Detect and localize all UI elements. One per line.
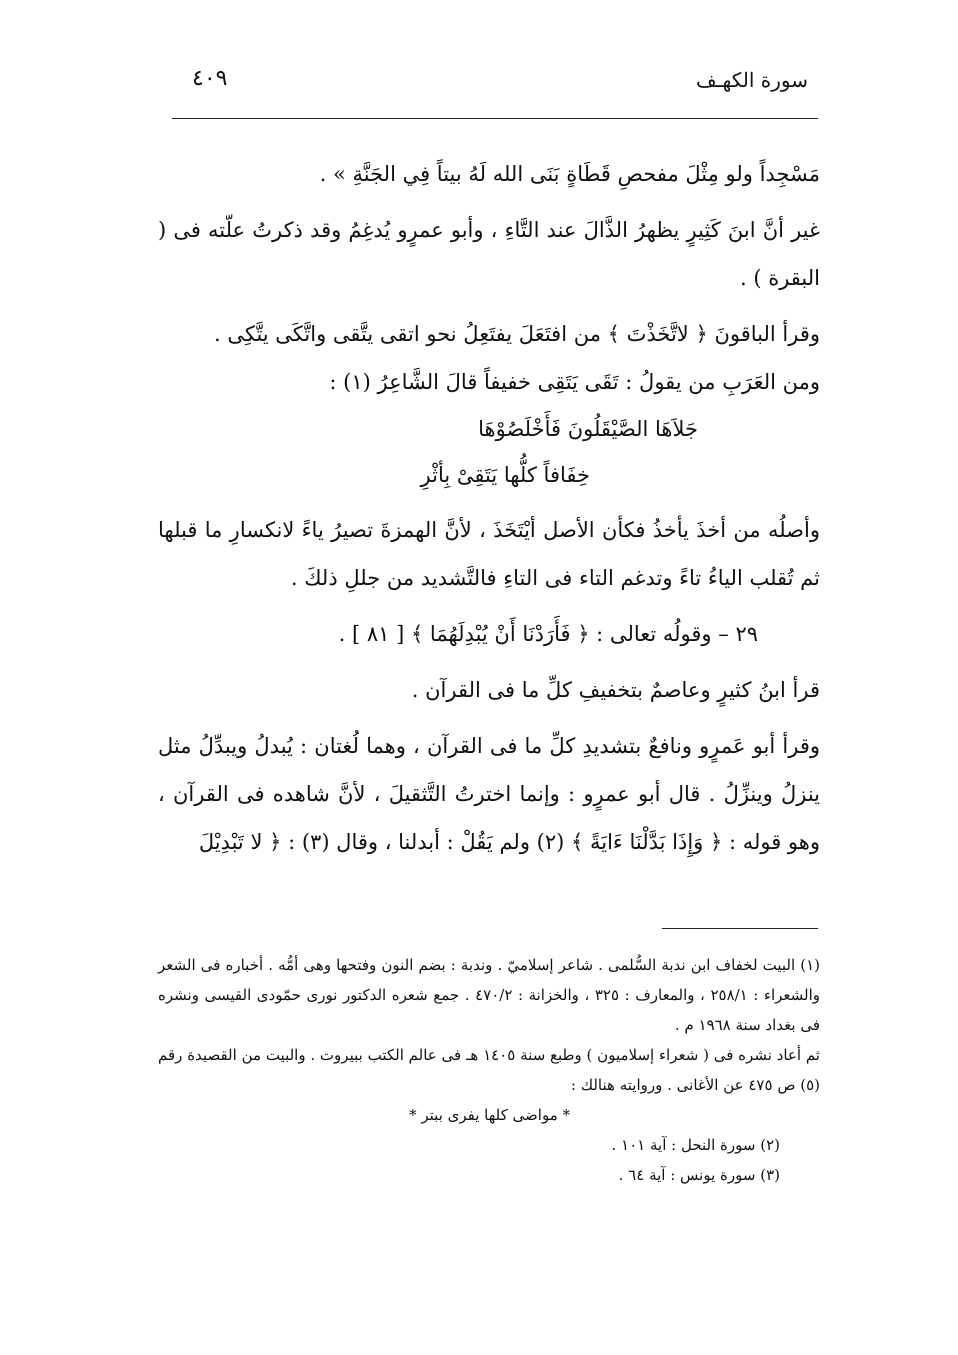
paragraph: مَسْجِداً ولو مِثْلَ مفحصِ قَطَاةٍ بَنَى الله لَهُ بيتاً فِي الجَنَّةِ » . [319,162,820,186]
footnote: (٣) سورة يونس : آية ٦٤ . [618,1166,780,1184]
paragraph: وقرأ أبو عَمرٍو ونافعٌ بتشديدِ كلِّ ما فى القرآن ، وهما لُغتان : يُبدلُ ويبدِّلُ مثل ينزلُ وينزِّلُ . قال أبو عمرٍو : وإنما اخترتُ التَّثقيلَ ، لأنَّ شاهده فى القرآن ، وهو قوله : ﴿ وَإِذَا بَدَّلْنَا ءَايَةً ﴾ (٢) ولم يَقُلْ : أبدلنا ، وقال (٣) : ﴿ لا تَبْدِيْلَ [158,734,820,854]
page-header [172,62,818,102]
footnote: (١) البيت لخفاف ابن ندبة السُّلمى . شاعر إسلاميّ . وندبة : بضم النون وفتحها وهى أمُّه . أخباره فى الشعر والشعراء : ٢٥٨/١ ، والمعارف : ٣٢٥ ، والخزانة : ٤٧٠/٢ . جمع شعره الدكتور نورى حمّودى القيسى ونشره فى بغداد سنة ١٩٦٨ م . [158,956,821,1034]
footnote: (٢) سورة النحل : آية ١٠١ . [611,1136,780,1154]
header-rule [172,118,818,119]
footnote-quote: * مواضى كلها يفرى ببتر * [409,1106,570,1124]
paragraph: قرأ ابنُ كثيرٍ وعاصمٌ بتخفيفِ كلِّ ما فى القرآن . [411,678,820,702]
paragraph: غير أنَّ ابنَ كَثِيرٍ يظهرُ الذَّالَ عند التَّاءِ ، وأبو عمرٍو يُدغِمُ وقد ذكرتُ علّته فى ( البقرة ) . [158,218,820,290]
poetry-verse: خِفَافاً كلُّها يَتَقِىْ بِأثْرِ [420,463,590,487]
paragraph: وأصلُه من أخذَ يأخذُ فكأن الأصل أيْتَخَذَ ، لأنَّ الهمزةَ تصيرُ ياءً لانكسارِ ما قبلها ثم تُقلب الياءُ تاءً وتدغم التاء فى التاءِ فالتَّشديد من جللِ ذلكَ . [158,518,820,590]
section-heading: ٢٩ – وقولُه تعالى : ﴿ فَأَرَدْنَا أَنْ يُبْدِلَهُمَا ﴾ [ ٨١ ] . [338,622,758,646]
poetry-verse: جَلاَهَا الصَّيْقَلُونَ فَأَخْلَصُوْهَا [478,417,698,441]
paragraph: ومن العَرَبِ من يقولُ : تَقَى يَتَقِى خفيفاً قالَ الشَّاعِرُ (١) : [329,370,820,394]
footnote: ثم أعاد نشره فى ( شعراء إسلاميون ) وطبع سنة ١٤٠٥ هـ فى عالم الكتب ببيروت . والبيت من القصيدة رقم (٥) ص ٤٧٥ عن الأغانى . وروايته هنالك : [158,1046,820,1094]
running-title: سورة الكهـف [695,68,808,92]
page-number: ٤٠٩ [192,66,228,91]
footnote-rule [662,928,818,929]
main-text [158,150,820,874]
footnotes [158,950,820,1190]
paragraph: وقرأ الباقونَ ﴿ لاتَّخَذْتَ ﴾ من افتَعَلَ يفتَعِلُ نحو اتقى يتَّقى واتَّكَى يتَّكِى . [214,322,820,346]
